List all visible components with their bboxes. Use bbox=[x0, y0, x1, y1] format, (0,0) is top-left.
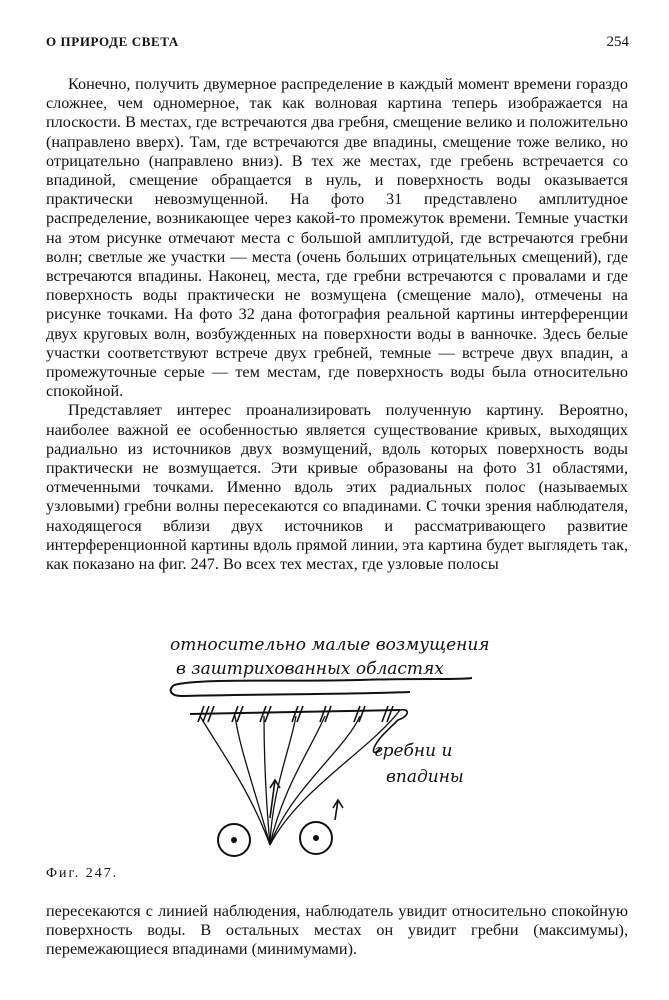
figure-caption: Фиг. 247. bbox=[46, 866, 119, 881]
main-text bbox=[46, 75, 628, 574]
annotation-right-line1: гребни и bbox=[374, 741, 453, 761]
figure-drawing bbox=[160, 630, 520, 860]
paragraph-2: Представляет интерес проанализировать полученную картину. Вероятно, наиболее важной ее особенностью является существование кривых, выходящих радиально из источников двух возмущений, вдоль которых поверхность воды практически не возмущается. Эти кривые образованы на фото 31 областями, отмеченными точками. Именно вдоль этих радиальных полос (называемых узловыми) гребни волны пересекаются со впадинами. С точки зрения наблюдателя, находящегося вблизи двух источников и рассматривающего развитие интерференционной картины вдоль прямой линии, эта картина будет выглядеть так, как показано на фиг. 247. Во всех тех местах, где узловые полосы bbox=[46, 401, 628, 574]
annotation-right-line2: впадины bbox=[386, 767, 464, 787]
annotation-top-line1: относительно малые возмущения bbox=[170, 635, 490, 655]
page-header bbox=[46, 34, 629, 54]
running-head: О ПРИРОДЕ СВЕТА bbox=[46, 34, 179, 49]
annotation-top-line2: в заштрихованных областях bbox=[176, 659, 444, 679]
page-number: 254 bbox=[606, 34, 629, 50]
paragraph-1: Конечно, получить двумерное распределение в каждый момент времени гораздо сложнее, чем одномерное, так как волновая картина теперь изображается на плоскости. В местах, где встречаются два гребня, смещение велико и положительно (направлено вверх). Там, где встречаются две впадины, смещение тоже велико, но отрицательно (направлено вниз). В тех же местах, где гребень встречается со впадиной, смещение обращается в нуль, и поверхность воды оказывается практически невозмущенной. На фото 31 представлено амплитудное распределение, возникающее через какой-то промежуток времени. Темные участки на этом рисунке отмечают места с большой амплитудой, где встречаются гребни волн; светлые же участки — места (очень больших отрицательных смещений), где встречаются впадины. Наконец, места, где гребни встречаются с провалами и где поверхность воды практически не возмущена (смещение мало), отмечены на рисунке точками. На фото 32 дана фотография реальной картины интерференции двух круговых волн, возбужденных на поверхности воды в ванночке. Здесь белые участки соответствуют встрече двух гребней, темные — встрече двух впадин, а промежуточные серые — тем местам, где поверхность воды была относительно спокойной. bbox=[46, 75, 628, 401]
source-left bbox=[218, 824, 250, 856]
source-right bbox=[300, 822, 332, 854]
figure-247 bbox=[160, 630, 520, 860]
continuation-text bbox=[46, 902, 628, 960]
bracket-line bbox=[171, 678, 472, 696]
arrow-right bbox=[333, 800, 343, 820]
paragraph-continuation: пересекаются с линией наблюдения, наблюдатель увидит относительно спокойную поверхность воды. В остальных местах он увидит гребни (максимумы), перемежающиеся впадинами (минимумами). bbox=[46, 902, 628, 959]
